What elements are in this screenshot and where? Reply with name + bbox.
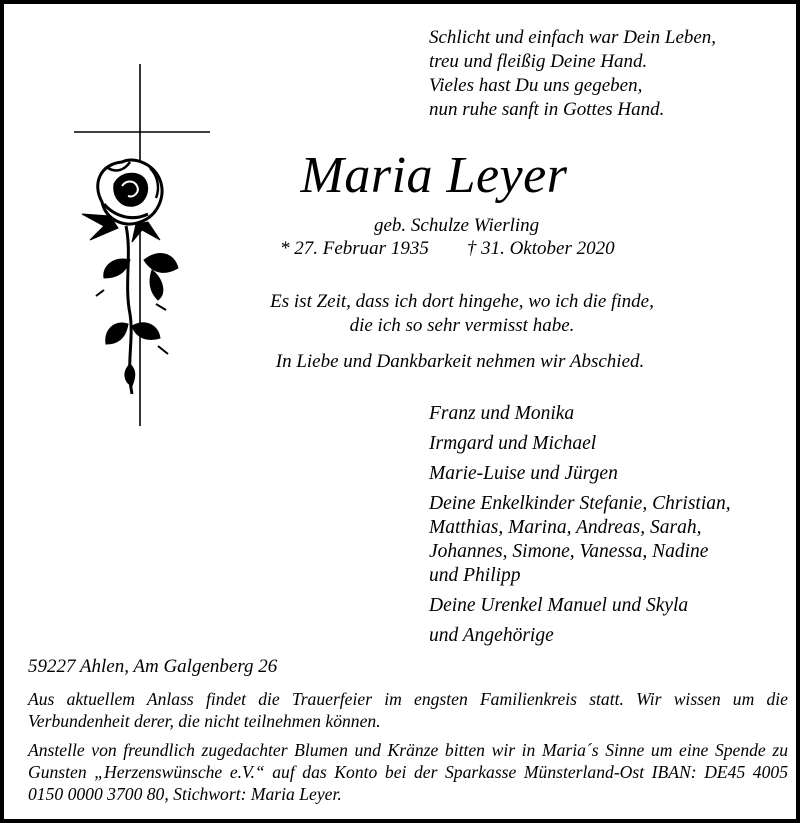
farewell-line: In Liebe und Dankbarkeit nehmen wir Abschied. <box>275 351 645 372</box>
mourner-entry <box>429 402 731 426</box>
cross-with-rose-icon <box>74 64 214 434</box>
mourner-line: Franz und Monika <box>429 403 575 424</box>
mourner-line: Marie-Luise und Jürgen <box>429 463 618 484</box>
mourner-entry <box>429 492 731 588</box>
mourner-entry <box>429 594 731 618</box>
mourner-line: Deine Enkelkinder Stefanie, Christian, <box>429 493 731 514</box>
mourner-entry <box>429 462 731 486</box>
deceased-name: Maria Leyer <box>300 147 568 204</box>
mourners-list <box>429 402 731 654</box>
mourner-line: und Angehörige <box>429 625 554 646</box>
birth-date: * 27. Februar 1935 <box>280 238 429 259</box>
poem-line: treu und fleißig Deine Hand. <box>429 51 648 72</box>
mourner-entry <box>429 624 731 648</box>
poem-verse <box>429 26 716 122</box>
mourner-line: und Philipp <box>429 565 521 586</box>
poem-line: nun ruhe sanft in Gottes Hand. <box>429 99 665 120</box>
mourner-line: Irmgard und Michael <box>429 433 597 454</box>
mourner-entry <box>429 432 731 456</box>
donation-notice: Anstelle von freundlich zugedachter Blumen und Kränze bitten wir in Maria´s Sinne um eine Spende zu Gunsten „Herzenswünsche e.V.“ auf das Konto bei der Sparkasse Münsterland-Ost IBAN: DE45 4005 0150 0000 3700 80, Stichwort: Maria Leyer. <box>28 740 788 804</box>
mourner-line: Johannes, Simone, Vanessa, Nadine <box>429 541 709 562</box>
quote-line: Es ist Zeit, dass ich dort hingehe, wo ich die finde, <box>270 291 654 312</box>
private-funeral-notice: Aus aktuellem Anlass findet die Trauerfeier im engsten Familienkreis statt. Wir wissen um die Verbundenheit derer, die nicht teilnehmen können. <box>28 689 788 731</box>
quote-line: die ich so sehr vermisst habe. <box>349 315 575 336</box>
poem-line: Schlicht und einfach war Dein Leben, <box>429 27 717 48</box>
death-date: † 31. Oktober 2020 <box>466 238 615 259</box>
mourner-line: Deine Urenkel Manuel und Skyla <box>429 595 689 616</box>
address: 59227 Ahlen, Am Galgenberg 26 <box>28 656 278 677</box>
poem-line: Vieles hast Du uns gegeben, <box>429 75 643 96</box>
life-dates <box>280 238 615 260</box>
quote <box>232 290 692 338</box>
birth-name: geb. Schulze Wierling <box>374 215 540 236</box>
mourner-line: Matthias, Marina, Andreas, Sarah, <box>429 517 702 538</box>
